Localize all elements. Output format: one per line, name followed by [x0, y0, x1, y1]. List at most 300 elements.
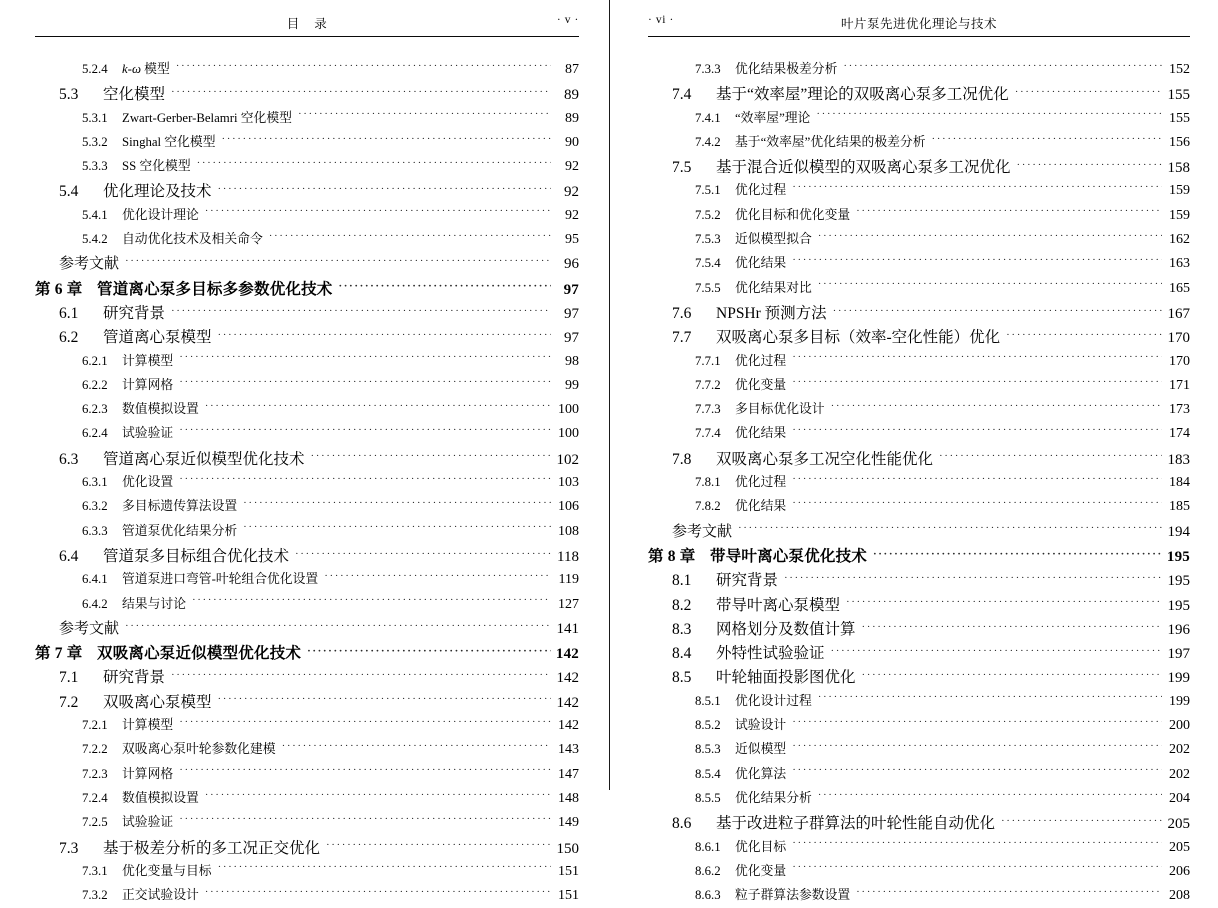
toc-entry-page: 108	[558, 523, 579, 539]
toc-entry-number: 5.2.4	[82, 62, 108, 76]
toc-entry-number: 7.3	[59, 839, 79, 857]
toc-entry[interactable]	[648, 568, 1190, 592]
toc-entry-title: 外特性试验验证	[716, 645, 825, 663]
toc-leader-dots	[205, 886, 551, 899]
toc-entry-title: 研究背景	[716, 572, 779, 590]
toc-entry-title: 双吸离心泵模型	[103, 693, 212, 711]
page-folio: · vi ·	[648, 14, 674, 26]
toc-entry-title: 基于“效率屋”优化结果的极差分析	[735, 134, 926, 149]
toc-entry-number: 第 7 章	[35, 645, 83, 663]
toc-entry[interactable]	[648, 107, 1190, 131]
toc-entry-page: 100	[558, 426, 579, 442]
toc-entry-title: “效率屋”理论	[735, 110, 811, 125]
header-rule	[648, 36, 1190, 37]
toc-leader-dots	[218, 691, 551, 707]
toc-leader-dots	[282, 741, 551, 754]
toc-entry-number: 6.2	[59, 329, 79, 347]
toc-entry-page: 195	[1167, 597, 1190, 614]
toc-leader-dots	[243, 522, 551, 535]
toc-leader-dots	[792, 716, 1162, 729]
toc-entry[interactable]	[648, 471, 1190, 495]
toc-leader-dots	[192, 595, 551, 608]
toc-entry-title: 计算模型	[122, 353, 174, 368]
toc-entry-page: 89	[565, 110, 579, 126]
toc-entry-title: 管道泵多目标组合优化技术	[103, 547, 290, 565]
toc-entry-title: 管道离心泵近似模型优化技术	[103, 450, 305, 468]
toc-entry-page: 194	[1167, 523, 1190, 540]
toc-entry-page: 195	[1166, 548, 1190, 565]
toc-entry-number: 7.7.3	[695, 402, 721, 417]
toc-entry[interactable]	[35, 836, 579, 860]
toc-entry[interactable]	[648, 690, 1190, 714]
toc-entry-title: 基于混合近似模型的双吸离心泵多工况优化	[716, 159, 1011, 177]
toc-entry-number: 7.8	[672, 450, 692, 468]
toc-entry-page: 202	[1169, 742, 1190, 758]
toc-entry[interactable]	[35, 422, 579, 446]
toc-entry-number: 5.4	[59, 183, 79, 201]
toc-entry-number: 7.5.3	[695, 232, 721, 247]
header-rule	[35, 36, 579, 37]
toc-entry-page: 174	[1169, 426, 1190, 442]
toc-entry[interactable]	[648, 884, 1190, 908]
toc-entry-page: 159	[1169, 207, 1190, 223]
toc-entry-page: 167	[1167, 305, 1190, 322]
toc-entry-number: 8.6	[672, 815, 692, 833]
toc-entry-page: 99	[565, 377, 579, 393]
toc-leader-dots	[1001, 813, 1162, 829]
toc-entry[interactable]	[35, 495, 579, 519]
toc-list-right	[648, 58, 1190, 908]
toc-entry-page: 197	[1167, 646, 1190, 663]
toc-entry[interactable]	[35, 763, 579, 787]
toc-entry[interactable]	[648, 398, 1190, 422]
toc-entry-title: 自动优化技术及相关命令	[122, 232, 263, 247]
toc-entry-page: 173	[1169, 402, 1190, 418]
toc-leader-dots	[792, 425, 1162, 438]
toc-entry-number: 7.4.1	[695, 110, 721, 125]
toc-entry-number: 7.4.2	[695, 134, 721, 149]
toc-entry-title: 带导叶离心泵优化技术	[710, 547, 868, 565]
toc-entry[interactable]	[648, 82, 1190, 106]
toc-entry-page: 97	[564, 330, 579, 347]
toc-entry[interactable]	[648, 179, 1190, 203]
toc-entry-page: 158	[1167, 160, 1190, 177]
toc-leader-dots	[298, 109, 551, 122]
toc-entry[interactable]	[35, 179, 579, 203]
toc-entry-number: 8.3	[672, 620, 692, 638]
toc-entry-title: 结果与讨论	[122, 596, 186, 611]
toc-entry[interactable]	[648, 495, 1190, 519]
toc-entry[interactable]	[35, 131, 579, 155]
toc-leader-dots	[339, 278, 551, 294]
toc-entry-number: 8.5.5	[695, 790, 721, 805]
toc-leader-dots	[269, 230, 551, 243]
toc-entry[interactable]	[648, 714, 1190, 738]
toc-entry-title: 双吸离心泵近似模型优化技术	[97, 645, 302, 663]
toc-entry-title: 计算网格	[122, 377, 174, 392]
toc-entry-page: 102	[556, 451, 579, 468]
toc-entry-title: 优化目标和优化变量	[735, 207, 851, 222]
toc-entry-title: SS 空化模型	[122, 159, 191, 174]
toc-entry[interactable]	[35, 544, 579, 568]
toc-entry-title: 优化过程	[735, 475, 787, 490]
toc-entry[interactable]	[35, 155, 579, 179]
toc-entry-page: 92	[565, 159, 579, 175]
toc-entry[interactable]	[35, 252, 579, 276]
toc-entry[interactable]	[35, 398, 579, 422]
toc-entry[interactable]	[648, 252, 1190, 276]
toc-entry-number: 6.4.1	[82, 572, 108, 587]
toc-entry-title: 优化结果分析	[735, 790, 812, 805]
toc-entry[interactable]	[35, 884, 579, 908]
toc-entry[interactable]	[648, 763, 1190, 787]
toc-entry-number: 6.3.2	[82, 499, 108, 514]
toc-leader-dots	[179, 352, 551, 365]
toc-entry[interactable]	[648, 617, 1190, 641]
toc-entry[interactable]	[35, 641, 579, 665]
toc-entry-number: 6.2.2	[82, 377, 108, 392]
toc-entry-title: 基于“效率屋”理论的双吸离心泵多工况优化	[716, 86, 1009, 104]
toc-entry[interactable]	[35, 204, 579, 228]
toc-entry-page: 195	[1167, 573, 1190, 590]
toc-leader-dots	[205, 400, 551, 413]
toc-entry-title: 基于改进粒子群算法的叶轮性能自动优化	[716, 815, 996, 833]
toc-entry-number: 第 8 章	[648, 547, 696, 565]
toc-entry-number: 7.1	[59, 669, 79, 687]
toc-entry-title: 优化结果对比	[735, 280, 812, 295]
toc-leader-dots	[846, 594, 1162, 610]
toc-entry-page: 185	[1169, 499, 1190, 515]
toc-leader-dots	[831, 400, 1162, 413]
toc-leader-dots	[218, 327, 551, 343]
toc-entry[interactable]	[648, 325, 1190, 349]
toc-entry-title: 试验验证	[122, 815, 174, 830]
toc-entry[interactable]	[35, 58, 579, 82]
toc-entry[interactable]	[648, 131, 1190, 155]
toc-entry-title: 优化变量	[735, 863, 787, 878]
toc-entry[interactable]	[35, 787, 579, 811]
toc-entry-number: 6.2.1	[82, 353, 108, 368]
toc-entry-page: 162	[1169, 232, 1190, 248]
toc-entry-number: 7.8.2	[695, 499, 721, 514]
toc-entry-page: 142	[558, 718, 579, 734]
toc-leader-dots	[818, 789, 1162, 802]
toc-entry[interactable]	[648, 787, 1190, 811]
toc-entry-number: 8.5.2	[695, 718, 721, 733]
toc-leader-dots	[171, 667, 551, 683]
toc-entry-number: 6.4	[59, 547, 79, 565]
toc-leader-dots	[831, 643, 1162, 659]
toc-leader-dots	[125, 618, 551, 633]
toc-entry-page: 165	[1169, 280, 1190, 296]
toc-leader-dots	[295, 545, 551, 561]
toc-entry-page: 184	[1169, 475, 1190, 491]
toc-entry-page: 142	[556, 670, 579, 687]
toc-entry-title: 优化设置	[122, 475, 174, 490]
toc-entry-number: 7.2.3	[82, 766, 108, 781]
toc-leader-dots	[307, 643, 551, 659]
toc-entry-title: 优化变量与目标	[122, 863, 212, 878]
toc-entry-title: 试验验证	[122, 426, 174, 441]
toc-entry-number: 7.4	[672, 86, 692, 104]
toc-entry[interactable]	[648, 520, 1190, 544]
toc-leader-dots	[222, 133, 552, 146]
toc-leader-dots	[792, 838, 1162, 851]
toc-entry-title: 优化算法	[735, 766, 787, 781]
toc-entry-title: 管道离心泵多目标多参数优化技术	[97, 280, 333, 298]
toc-entry-number: 8.4	[672, 645, 692, 663]
toc-leader-dots	[792, 765, 1162, 778]
toc-entry-number: 第 6 章	[35, 280, 83, 298]
toc-entry[interactable]	[648, 836, 1190, 860]
toc-entry-title: 叶轮轴面投影图优化	[716, 669, 856, 687]
toc-entry-number: 7.2	[59, 693, 79, 711]
toc-entry-page: 170	[1169, 353, 1190, 369]
toc-leader-dots	[792, 182, 1162, 195]
toc-leader-dots	[218, 181, 551, 197]
toc-leader-dots	[792, 741, 1162, 754]
toc-entry-number: 7.2.1	[82, 718, 108, 733]
toc-entry-number: 7.3.2	[82, 888, 108, 903]
toc-entry-title: 优化结果	[735, 426, 787, 441]
toc-entry-number: 5.3.3	[82, 159, 108, 174]
toc-entry-page: 142	[556, 694, 579, 711]
toc-leader-dots	[932, 133, 1162, 146]
toc-leader-dots	[176, 60, 551, 73]
toc-entry[interactable]	[648, 301, 1190, 325]
toc-entry[interactable]	[648, 58, 1190, 82]
toc-entry-page: 87	[565, 62, 579, 77]
toc-entry-number: 8.6.2	[695, 863, 721, 878]
toc-entry[interactable]	[648, 665, 1190, 689]
toc-entry[interactable]	[35, 714, 579, 738]
toc-entry[interactable]	[35, 520, 579, 544]
toc-entry-title: 计算模型	[122, 718, 174, 733]
toc-entry-title: 粒子群算法参数设置	[735, 888, 851, 903]
toc-leader-dots	[197, 157, 551, 170]
toc-entry[interactable]	[648, 350, 1190, 374]
toc-entry-title: 多目标优化设计	[735, 402, 825, 417]
toc-entry-number: 5.4.1	[82, 207, 108, 222]
toc-entry-page: 163	[1169, 256, 1190, 272]
toc-leader-dots	[179, 425, 551, 438]
toc-entry-title: 优化理论及技术	[103, 183, 212, 201]
toc-entry-page: 199	[1167, 670, 1190, 687]
toc-entry[interactable]	[648, 447, 1190, 471]
toc-leader-dots	[939, 448, 1162, 464]
toc-entry-title: 试验设计	[735, 718, 787, 733]
toc-entry-page: 98	[565, 353, 579, 369]
toc-entry-number: 7.3.1	[82, 863, 108, 878]
toc-entry-title: 优化过程	[735, 183, 787, 198]
toc-leader-dots	[818, 230, 1162, 243]
toc-entry-page: 155	[1169, 110, 1190, 126]
toc-entry-title: Singhal 空化模型	[122, 134, 216, 149]
toc-leader-dots	[326, 837, 551, 853]
toc-entry[interactable]	[35, 471, 579, 495]
toc-entry-title: 优化变量	[735, 377, 787, 392]
toc-entry[interactable]	[35, 301, 579, 325]
toc-entry[interactable]	[35, 593, 579, 617]
toc-entry[interactable]	[35, 690, 579, 714]
toc-entry[interactable]	[648, 277, 1190, 301]
toc-entry-page: 100	[558, 402, 579, 418]
toc-entry-page: 97	[564, 305, 579, 322]
toc-entry[interactable]	[35, 811, 579, 835]
running-head-title: 目 录	[286, 17, 328, 31]
toc-entry-number: 5.3.2	[82, 134, 108, 149]
toc-leader-dots	[784, 570, 1162, 586]
toc-entry-page: 119	[558, 572, 579, 588]
toc-entry-number: 5.4.2	[82, 232, 108, 247]
toc-entry-number: 7.7.1	[695, 353, 721, 368]
toc-entry-title: Zwart-Gerber-Belamri 空化模型	[122, 110, 292, 125]
toc-entry-number: 8.6.1	[695, 839, 721, 854]
toc-entry-number: 6.2.3	[82, 402, 108, 417]
toc-leader-dots	[862, 618, 1162, 634]
toc-leader-dots	[816, 109, 1162, 122]
toc-entry[interactable]	[35, 447, 579, 471]
toc-leader-dots	[856, 886, 1162, 899]
toc-entry-title: 空化模型	[103, 86, 166, 104]
toc-entry-page: 171	[1169, 377, 1190, 393]
toc-entry-page: 103	[558, 475, 579, 491]
toc-entry-number: 5.3.1	[82, 110, 108, 125]
toc-leader-dots	[792, 376, 1162, 389]
toc-entry-number: 8.5.4	[695, 766, 721, 781]
toc-entry-number: 6.4.2	[82, 596, 108, 611]
toc-entry-title: 研究背景	[103, 669, 166, 687]
toc-entry[interactable]	[648, 593, 1190, 617]
toc-entry-page: 151	[558, 863, 579, 879]
toc-entry[interactable]	[648, 228, 1190, 252]
toc-entry-page: 90	[565, 134, 579, 150]
toc-entry-number: 7.2.4	[82, 790, 108, 805]
toc-entry-title: 优化结果	[735, 499, 787, 514]
toc-leader-dots	[324, 570, 551, 583]
toc-leader-dots	[179, 765, 551, 778]
toc-entry[interactable]	[35, 738, 579, 762]
toc-leader-dots	[862, 667, 1162, 683]
toc-entry-number: 7.8.1	[695, 475, 721, 490]
toc-entry-number: 7.5.1	[695, 183, 721, 198]
toc-entry-number: 8.1	[672, 572, 692, 590]
toc-entry[interactable]	[648, 860, 1190, 884]
toc-leader-dots	[792, 255, 1162, 268]
toc-entry-number: 7.7.2	[695, 377, 721, 392]
toc-entry[interactable]	[35, 277, 579, 301]
toc-entry[interactable]	[35, 325, 579, 349]
toc-entry-title: 计算网格	[122, 766, 174, 781]
toc-entry[interactable]	[35, 228, 579, 252]
toc-entry-page: 142	[555, 646, 579, 663]
toc-leader-dots	[792, 862, 1162, 875]
toc-leader-dots	[873, 545, 1162, 561]
toc-leader-dots	[311, 448, 551, 464]
toc-entry-title: 数值模拟设置	[122, 790, 199, 805]
toc-leader-dots	[843, 60, 1162, 73]
toc-leader-dots	[179, 716, 551, 729]
toc-entry-number: 7.7.4	[695, 426, 721, 441]
toc-entry[interactable]	[648, 738, 1190, 762]
toc-entry-page: 148	[558, 790, 579, 806]
toc-entry-title: 优化结果极差分析	[735, 62, 838, 76]
toc-entry-title: 基于极差分析的多工况正交优化	[103, 839, 321, 857]
toc-entry-page: 95	[565, 232, 579, 248]
toc-leader-dots	[205, 206, 551, 219]
toc-entry[interactable]	[35, 617, 579, 641]
toc-entry-title: 研究背景	[103, 304, 166, 322]
toc-leader-dots	[205, 789, 551, 802]
toc-entry-title: 管道泵进口弯管-叶轮组合优化设置	[122, 572, 319, 587]
toc-entry-page: 200	[1169, 718, 1190, 734]
toc-leader-dots	[818, 692, 1162, 705]
toc-entry[interactable]	[35, 568, 579, 592]
toc-entry[interactable]	[648, 811, 1190, 835]
toc-entry-page: 96	[564, 256, 579, 273]
toc-leader-dots	[792, 352, 1162, 365]
toc-entry-page: 208	[1169, 888, 1190, 904]
toc-leader-dots	[125, 253, 551, 268]
toc-entry-page: 199	[1169, 693, 1190, 709]
toc-leader-dots	[171, 84, 551, 100]
page-left	[0, 0, 609, 904]
toc-leader-dots	[179, 473, 551, 486]
toc-leader-dots	[179, 376, 551, 389]
toc-entry[interactable]	[648, 155, 1190, 179]
toc-entry-title: 优化目标	[735, 839, 787, 854]
toc-entry-page: 159	[1169, 183, 1190, 199]
toc-entry[interactable]	[35, 350, 579, 374]
toc-leader-dots	[856, 206, 1162, 219]
toc-entry[interactable]	[35, 860, 579, 884]
toc-entry-title: 参考文献	[672, 523, 733, 540]
toc-entry[interactable]	[648, 374, 1190, 398]
toc-entry-page: 141	[556, 620, 579, 637]
toc-leader-dots	[1017, 157, 1162, 173]
toc-entry[interactable]	[35, 82, 579, 106]
toc-entry-page: 127	[558, 596, 579, 612]
toc-leader-dots	[792, 473, 1162, 486]
toc-leader-dots	[833, 302, 1162, 318]
toc-entry-page: 92	[564, 184, 579, 201]
toc-leader-dots	[792, 498, 1162, 511]
toc-entry-number: 6.1	[59, 304, 79, 322]
toc-entry-page: 147	[558, 766, 579, 782]
toc-entry-title: 优化设计过程	[735, 693, 812, 708]
toc-entry-page: 118	[557, 548, 579, 565]
toc-entry[interactable]	[35, 107, 579, 131]
toc-leader-dots	[218, 862, 551, 875]
toc-entry-title: 网格划分及数值计算	[716, 620, 856, 638]
toc-entry-page: 150	[556, 840, 579, 857]
toc-entry-title: 参考文献	[59, 620, 120, 637]
toc-entry[interactable]	[35, 665, 579, 689]
toc-entry[interactable]	[648, 641, 1190, 665]
toc-entry-title: 双吸离心泵多工况空化性能优化	[716, 450, 934, 468]
toc-entry[interactable]	[648, 204, 1190, 228]
toc-entry[interactable]	[35, 374, 579, 398]
toc-entry-title: 近似模型拟合	[735, 232, 812, 247]
running-head-left	[35, 14, 579, 36]
toc-entry-number: 5.3	[59, 86, 79, 104]
toc-entry-number: 6.3	[59, 450, 79, 468]
toc-entry-title: 优化结果	[735, 256, 787, 271]
toc-entry-title: 管道泵优化结果分析	[122, 523, 238, 538]
toc-entry[interactable]	[648, 544, 1190, 568]
toc-entry[interactable]	[648, 422, 1190, 446]
toc-entry-page: 205	[1167, 816, 1190, 833]
